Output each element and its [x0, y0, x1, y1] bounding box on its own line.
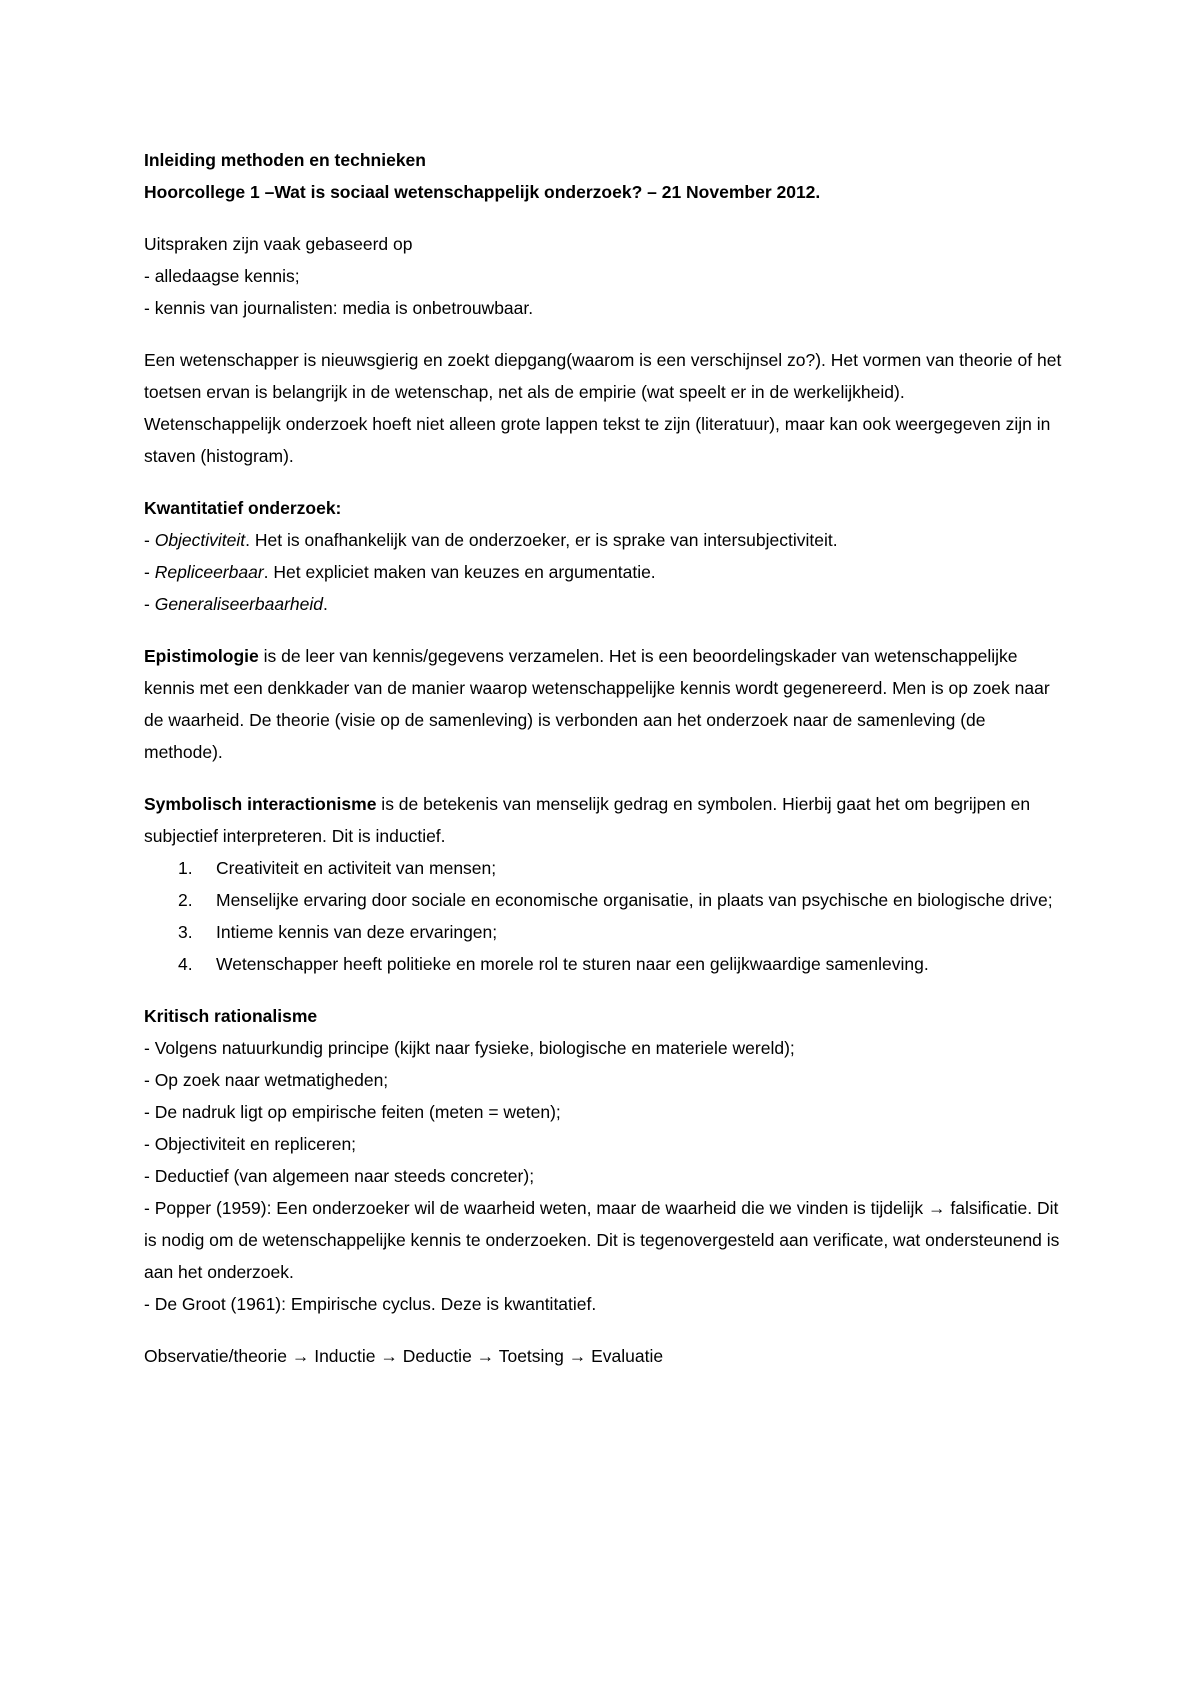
quantitative-item: - Repliceerbaar. Het expliciet maken van keuzes en argumentatie. — [144, 562, 656, 582]
quantitative-term: Objectiviteit — [154, 530, 246, 550]
list-item: 2. Menselijke ervaring door sociale en economische organisatie, in plaats van psychische en biologische drive; — [144, 884, 1064, 916]
critical-item: - Objectiviteit en repliceren; — [144, 1134, 357, 1154]
quantitative-item: - Generaliseerbaarheid. — [144, 594, 328, 614]
list-item: 1. Creativiteit en activiteit van mensen; — [144, 852, 1064, 884]
list-number: 4. — [178, 954, 193, 974]
quantitative-heading: Kwantitatief onderzoek: — [144, 498, 342, 518]
list-number: 3. — [178, 922, 193, 942]
scientist-paragraph: Een wetenschapper is nieuwsgierig en zoekt diepgang(waarom is een verschijnsel zo?). Het vormen van theorie of het toetsen ervan is belangrijk in de wetenschap, net als de empirie (wat speelt er in de werkelijkheid). — [144, 350, 1062, 402]
quantitative-term: Repliceerbaar — [154, 562, 264, 582]
epistemology-paragraph: Epistimologie is de leer van kennis/gegevens verzamelen. Het is een beoordelingskader van wetenschappelijke kennis met een denkkader van de manier waarop wetenschappelijke kennis wordt gegenereerd. Men is op zoek naar de waarheid. De theorie (visie op de samenleving) is verbonden aan het onderzoek naar de samenleving (de methode). — [144, 646, 1050, 762]
intro-item: - kennis van journalisten: media is onbetrouwbaar. — [144, 298, 534, 318]
quantitative-item: - Objectiviteit. Het is onafhankelijk van de onderzoeker, er is sprake van intersubjectiviteit. — [144, 530, 838, 550]
page-content — [144, 144, 1064, 1372]
research-form-paragraph: Wetenschappelijk onderzoek hoeft niet alleen grote lappen tekst te zijn (literatuur), maar kan ook weergegeven zijn in staven (histogram). — [144, 414, 1051, 466]
intro-item: - alledaagse kennis; — [144, 266, 300, 286]
list-item: 4. Wetenschapper heeft politieke en morele rol te sturen naar een gelijkwaardige samenleving. — [144, 948, 1064, 980]
list-number: 1. — [178, 858, 193, 878]
critical-item: - De nadruk ligt op empirische feiten (meten = weten); — [144, 1102, 561, 1122]
critical-item: - Popper (1959): Een onderzoeker wil de waarheid weten, maar de waarheid die we vinden is tijdelijk → falsificatie. Dit is nodig om de wetenschappelijke kennis te onderzoeken. Dit is tegenovergesteld aan verificate, wat ondersteunend is aan het onderzoek. — [144, 1198, 1060, 1282]
empirical-cycle: Observatie/theorie → Inductie → Deductie → Toetsing → Evaluatie — [144, 1346, 664, 1366]
symbolic-term: Symbolisch interactionisme — [144, 794, 377, 814]
symbolic-paragraph: Symbolisch interactionisme is de betekenis van menselijk gedrag en symbolen. Hierbij gaat het om begrijpen en subjectief interpreteren. Dit is inductief. — [144, 794, 1031, 846]
lecture-title: Hoorcollege 1 –Wat is sociaal wetenschappelijk onderzoek? – 21 November 2012. — [144, 182, 821, 202]
quantitative-term: Generaliseerbaarheid — [154, 594, 324, 614]
critical-item: - De Groot (1961): Empirische cyclus. Deze is kwantitatief. — [144, 1294, 597, 1314]
critical-item: - Volgens natuurkundig principe (kijkt naar fysieke, biologische en materiele wereld); — [144, 1038, 795, 1058]
list-number: 2. — [178, 890, 193, 910]
intro-lead: Uitspraken zijn vaak gebaseerd op — [144, 234, 413, 254]
course-title: Inleiding methoden en technieken — [144, 150, 426, 170]
list-item: 3. Intieme kennis van deze ervaringen; — [144, 916, 1064, 948]
critical-item: - Deductief (van algemeen naar steeds concreter); — [144, 1166, 535, 1186]
symbolic-list — [144, 852, 1064, 980]
critical-heading: Kritisch rationalisme — [144, 1006, 318, 1026]
epistemology-term: Epistimologie — [144, 646, 259, 666]
critical-item: - Op zoek naar wetmatigheden; — [144, 1070, 389, 1090]
